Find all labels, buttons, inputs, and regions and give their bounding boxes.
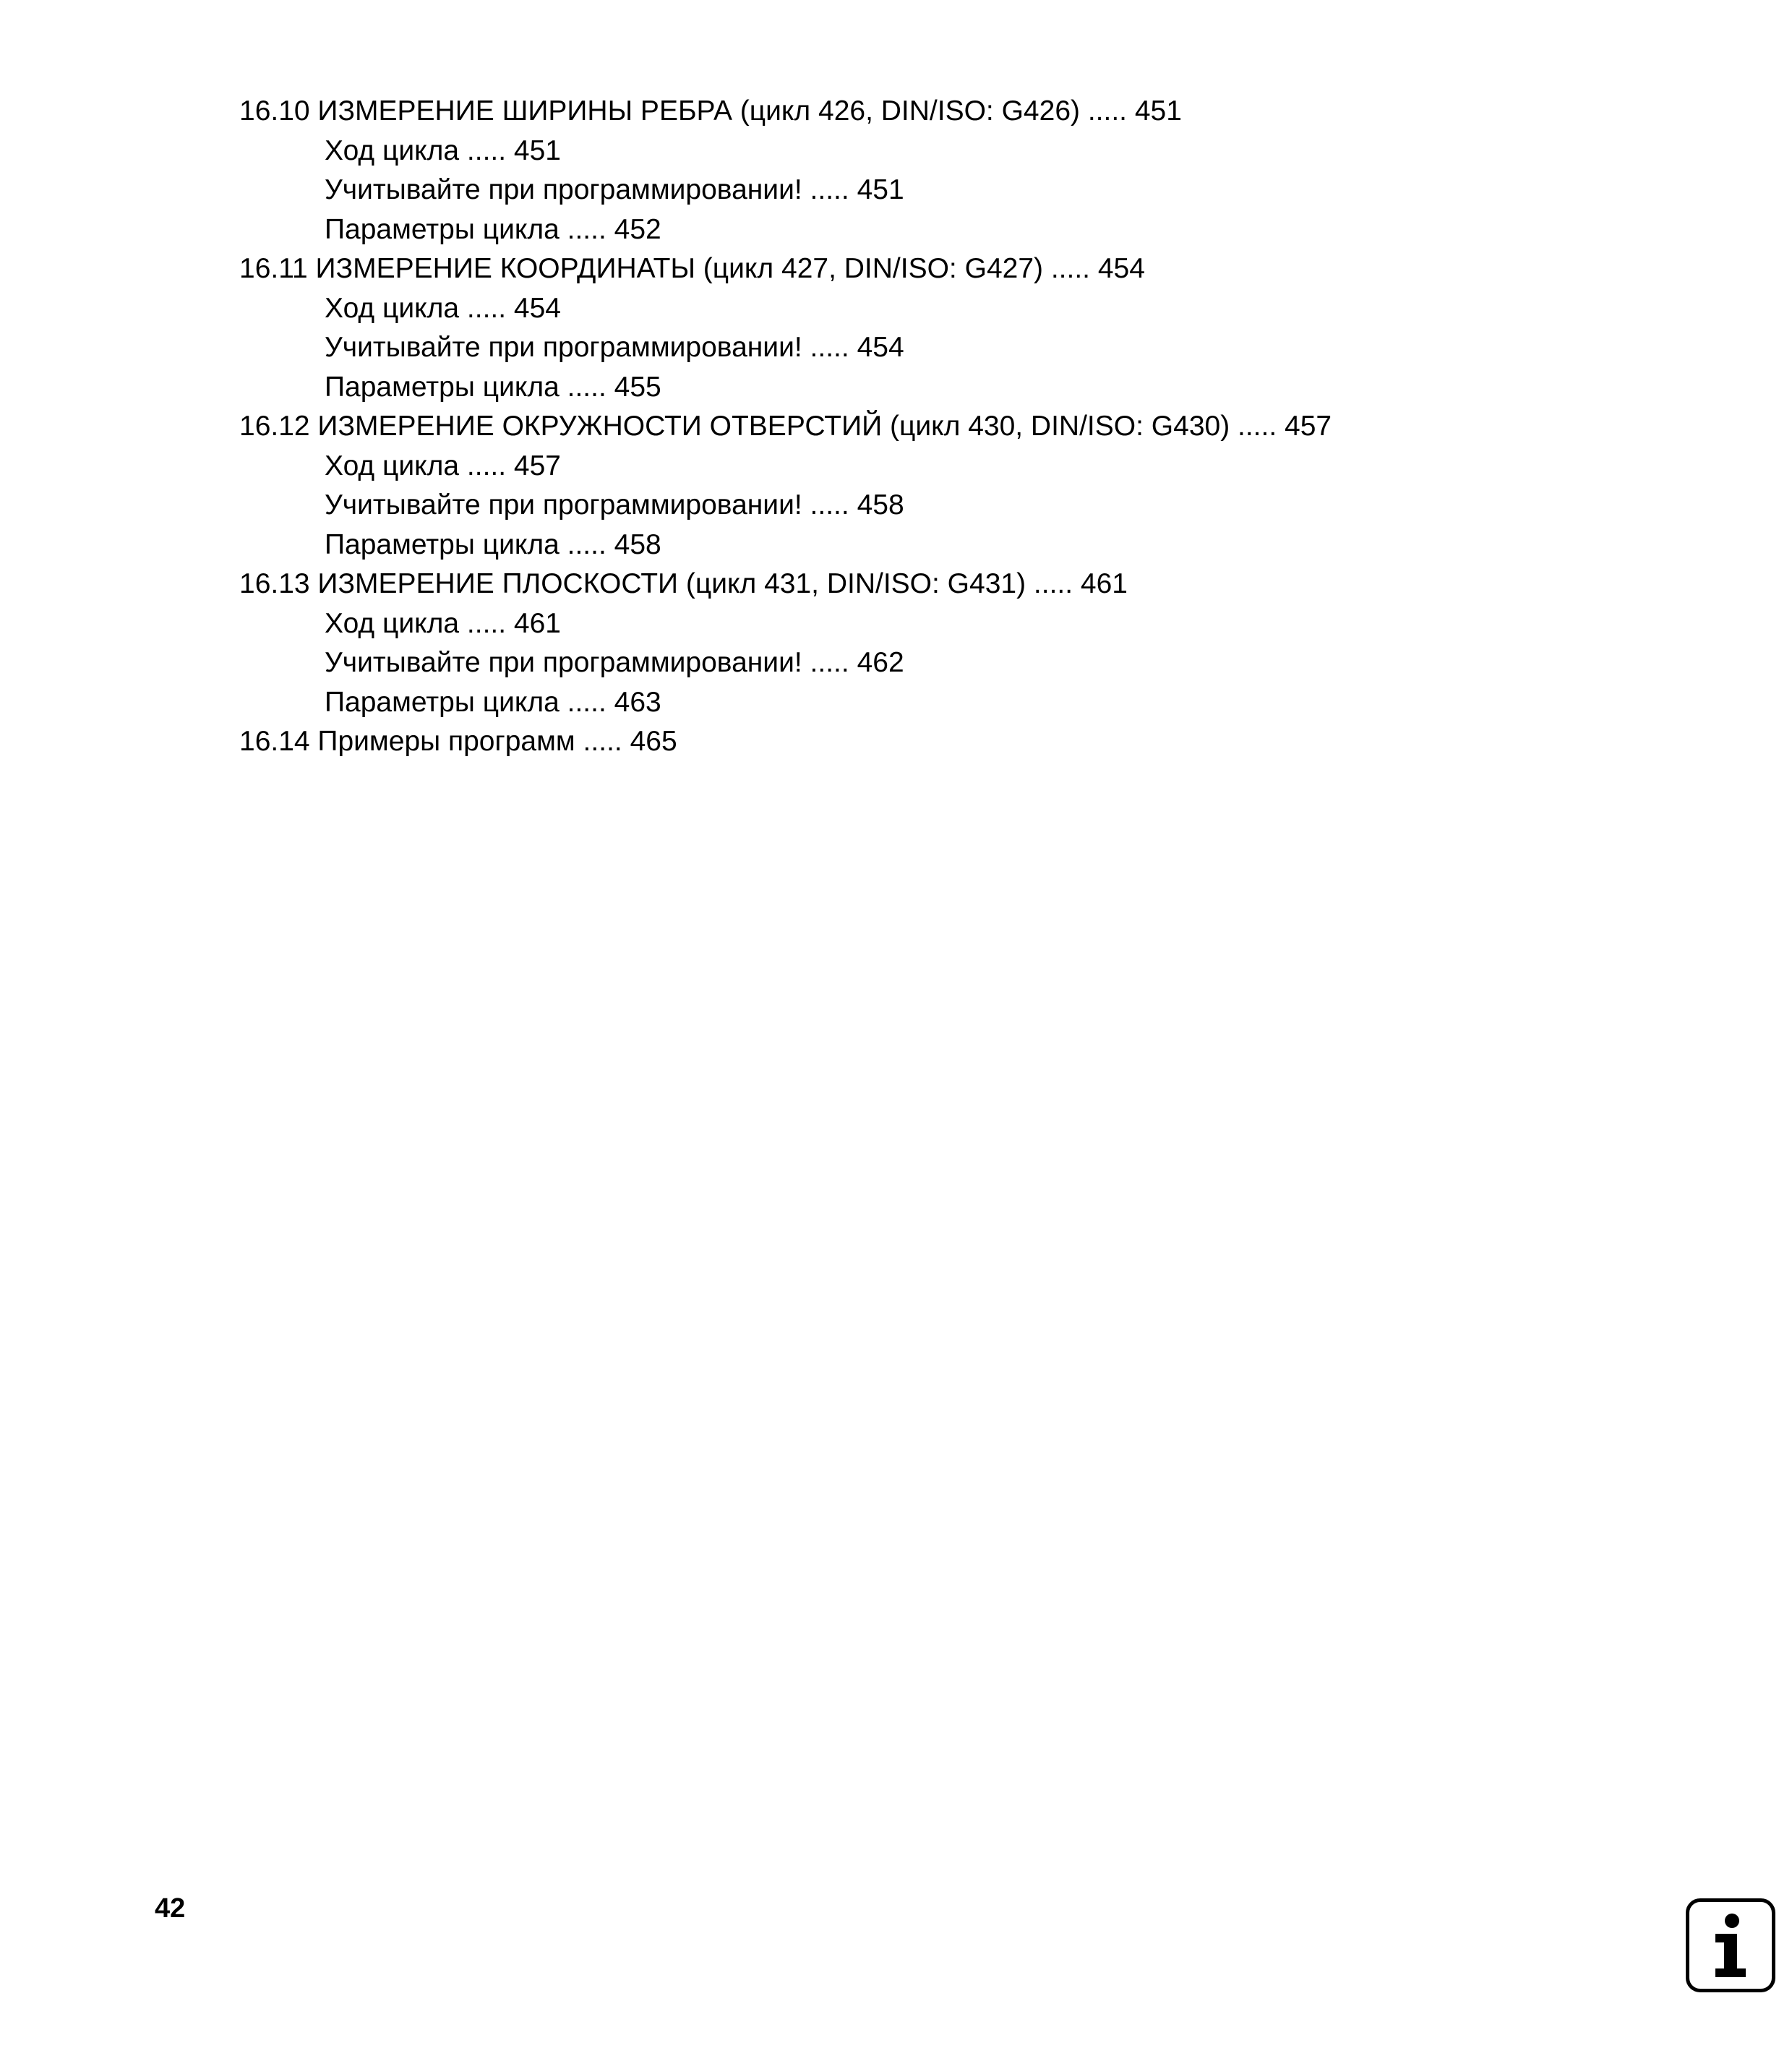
toc-subentry[interactable]: Параметры цикла ..... 452 [325,213,661,245]
toc-subentry[interactable]: Ход цикла ..... 457 [325,450,561,481]
toc-entry[interactable]: 16.13 ИЗМЕРЕНИЕ ПЛОСКОСТИ (цикл 431, DIN/ISO: G431) ..... 461 [239,568,1128,599]
toc-subentry[interactable]: Ход цикла ..... 454 [325,292,561,324]
info-icon [1686,1898,1775,1992]
toc-subentry[interactable]: Учитывайте при программировании! ..... 462 [325,647,904,678]
toc-entry[interactable]: 16.11 ИЗМЕРЕНИЕ КООРДИНАТЫ (цикл 427, DIN/ISO: G427) ..... 454 [239,253,1145,284]
table-of-contents [239,92,1613,762]
toc-subentry[interactable]: Ход цикла ..... 451 [325,134,561,166]
toc-entry[interactable]: 16.10 ИЗМЕРЕНИЕ ШИРИНЫ РЕБРА (цикл 426, DIN/ISO: G426) ..... 451 [239,95,1182,127]
toc-subentry[interactable]: Параметры цикла ..... 458 [325,528,661,560]
toc-subentry[interactable]: Учитывайте при программировании! ..... 454 [325,332,904,363]
toc-subentry[interactable]: Параметры цикла ..... 455 [325,371,661,403]
page-number: 42 [155,1893,186,1924]
toc-subentry[interactable]: Учитывайте при программировании! ..... 458 [325,489,904,520]
toc-entry[interactable]: 16.12 ИЗМЕРЕНИЕ ОКРУЖНОСТИ ОТВЕРСТИЙ (цикл 430, DIN/ISO: G430) ..... 457 [239,411,1332,442]
toc-subentry[interactable]: Учитывайте при программировании! ..... 451 [325,174,904,205]
toc-entry[interactable]: 16.14 Примеры программ ..... 465 [239,726,677,757]
toc-subentry[interactable]: Ход цикла ..... 461 [325,607,561,639]
toc-subentry[interactable]: Параметры цикла ..... 463 [325,686,661,718]
info-glyph [1689,1902,1772,1989]
